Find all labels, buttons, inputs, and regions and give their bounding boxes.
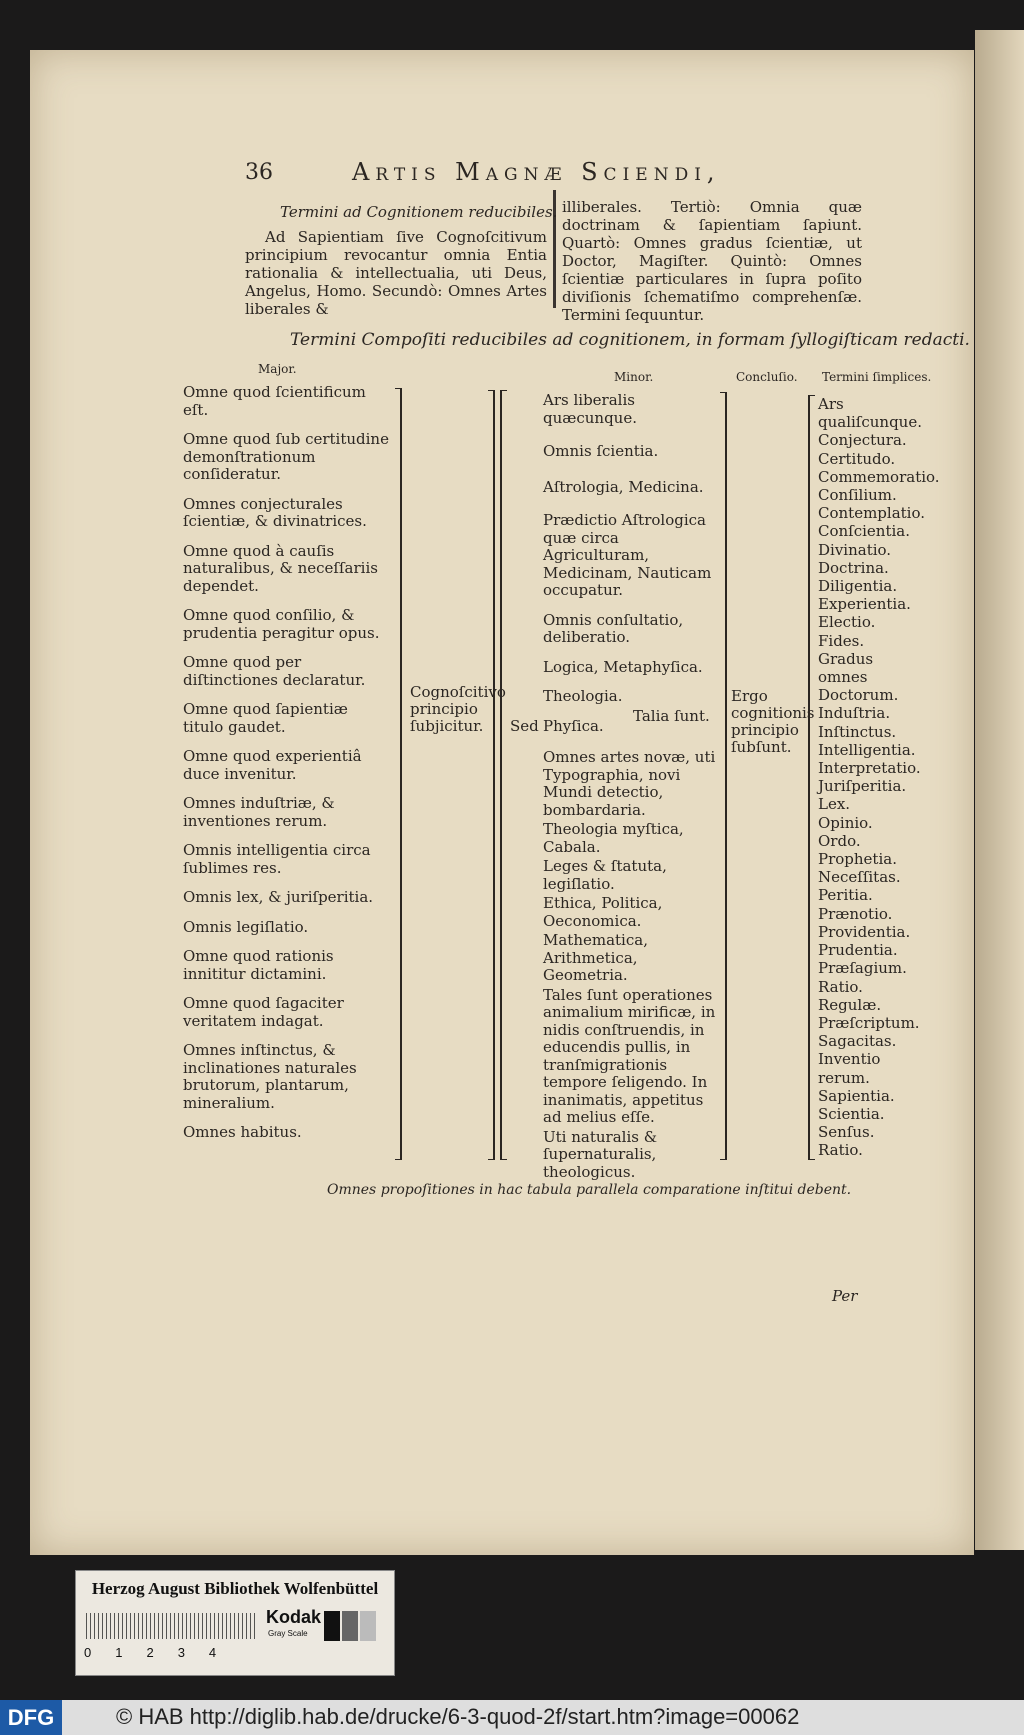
simplex-term: Inſtinctus. bbox=[818, 722, 897, 741]
table-footnote: Omnes propoſitiones in hac tabula parallela comparatione inſtitui debent. bbox=[327, 1182, 852, 1198]
major-column bbox=[183, 384, 391, 1142]
major-item: Omnis lex, & juriſperitia. bbox=[183, 888, 374, 906]
major-item: Omnis legiſlatio. bbox=[183, 917, 309, 936]
simplex-term: Juriſperitia. bbox=[818, 777, 907, 796]
simplex-term: Ars qualiſcunque. bbox=[818, 395, 922, 432]
simplex-term: Prophetia. bbox=[818, 850, 897, 869]
header-simplices: Termini ſimplices. bbox=[822, 370, 932, 384]
minor-item: Omnes artes novæ, uti Typographia, novi Mundi detectio, bombardaria. bbox=[543, 748, 716, 819]
simplex-term: Commemoratio. bbox=[818, 467, 940, 486]
minor-item: Ars liberalis quæcunque. bbox=[543, 391, 637, 427]
simplex-term: Scientia. bbox=[818, 1104, 885, 1123]
simplex-term: Conjectura. bbox=[818, 431, 907, 450]
running-title: Artis Magnæ Sciendi, bbox=[352, 158, 721, 186]
major-item: Omne quod rationis innititur dictamini. bbox=[183, 947, 334, 983]
minor-item: Uti naturalis & ſupernaturalis, theologicus. bbox=[543, 1127, 658, 1181]
simplex-term: Lex. bbox=[818, 795, 851, 814]
minor-item: Theologia. bbox=[543, 687, 623, 705]
simplex-term: Conſilium. bbox=[818, 486, 897, 505]
major-item: Omne quod ſagaciter veritatem indagat. bbox=[183, 994, 344, 1030]
scale-ruler bbox=[86, 1613, 256, 1639]
major-item: Omnes habitus. bbox=[183, 1123, 302, 1141]
simplex-term: Interpretatio. bbox=[818, 759, 921, 778]
minor-item: Leges & ſtatuta, legiſlatio. bbox=[543, 857, 667, 893]
minor-item: Aſtrologia, Medicina. bbox=[543, 477, 704, 496]
major-predicate: Cognoſcitivo principio ſubjicitur. bbox=[410, 683, 506, 735]
scale-numbers: 01234 bbox=[84, 1645, 241, 1660]
simplex-term: Diligentia. bbox=[818, 577, 898, 596]
simplex-term: Electio. bbox=[818, 613, 876, 632]
simplex-term: Ratio. bbox=[818, 977, 863, 996]
minor-item: Logica, Metaphyſica. bbox=[543, 657, 703, 676]
header-conclusio: Concluſio. bbox=[736, 370, 798, 384]
simplex-term: Prudentia. bbox=[818, 941, 898, 960]
dfg-logo: DFG bbox=[0, 1700, 62, 1735]
sed-label: Sed bbox=[510, 717, 539, 735]
minor-item: Theologia myſtica, Cabala. bbox=[543, 820, 684, 856]
simplex-term: Certitudo. bbox=[818, 449, 896, 468]
gray-patch-black bbox=[324, 1611, 340, 1641]
major-item: Omne quod experientiâ duce invenitur. bbox=[183, 747, 362, 783]
facing-page-edge bbox=[975, 30, 1024, 1550]
simplex-term: Ordo. bbox=[818, 831, 861, 850]
simplex-term: Prænotio. bbox=[818, 904, 893, 923]
simplex-term: Ratio. bbox=[818, 1141, 863, 1160]
minor-item: Mathematica, Arithmetica, Geometria. bbox=[543, 931, 648, 984]
intro-left-text: Ad Sapientiam ſive Cognoſcitivum principium revocantur omnia Entia rationalia & intellectualia, uti Deus, Angelus, Homo. Secundò: Omnes Artes liberales & bbox=[245, 228, 547, 318]
predicate-bracket bbox=[488, 390, 495, 1160]
simplex-term: Experientia. bbox=[818, 595, 911, 614]
talia-label: Talia ſunt. bbox=[633, 707, 710, 725]
simplex-term: Opinio. bbox=[818, 813, 873, 832]
major-item: Omnis intelligentia circa ſublimes res. bbox=[183, 841, 371, 877]
intro-heading: Termini ad Cognitionem reducibiles. bbox=[280, 203, 558, 221]
simplex-term: Sapientia. bbox=[818, 1086, 895, 1105]
major-item: Omne quod à cauſis naturalibus, & neceſſariis dependet. bbox=[183, 541, 378, 595]
simplex-term: Gradus omnes Doctorum. bbox=[818, 649, 899, 705]
intro-right-text: illiberales. Tertiò: Omnia quæ doctrinam & ſapientiam ſapiunt. Quartò: Omnes gradus ſcientiæ, ut Doctor, Magiſter. Quintò: Omnes ſcientiæ particulares in ſupra poſito diviſionis ſchematiſmo comprehenſæ. Termini ſequuntur. bbox=[562, 198, 862, 324]
major-item: Omne quod ſub certitudine demonſtrationum conſideratur. bbox=[183, 430, 389, 483]
simplex-term: Fides. bbox=[818, 631, 865, 650]
simplex-term: Senſus. bbox=[818, 1123, 875, 1142]
major-item: Omne quod conſilio, & prudentia peragitur opus. bbox=[183, 606, 380, 642]
kodak-brand: Kodak bbox=[266, 1607, 322, 1627]
minor-bracket-right bbox=[720, 392, 727, 1160]
simplex-term: Divinatio. bbox=[818, 540, 892, 559]
major-item: Omne quod per diſtinctiones declaratur. bbox=[183, 653, 366, 689]
simplex-term: Contemplatio. bbox=[818, 504, 925, 523]
catchword: Per bbox=[832, 1287, 858, 1305]
major-item: Omne quod ſcientificum eſt. bbox=[183, 383, 366, 419]
minor-item: Phyſica. bbox=[543, 716, 604, 735]
page-number: 36 bbox=[245, 160, 273, 185]
simplex-term: Induſtria. bbox=[818, 704, 891, 723]
simplex-term: Sagacitas. bbox=[818, 1032, 897, 1051]
copyright-link[interactable]: © HAB http://diglib.hab.de/drucke/6-3-quod-2f/start.htm?image=00062 bbox=[116, 1704, 800, 1729]
viewer-footer bbox=[0, 1700, 1024, 1735]
simplex-term: Providentia. bbox=[818, 922, 911, 941]
simplex-term: Intelligentia. bbox=[818, 740, 916, 759]
minor-item: Prædictio Aſtrologica quæ circa Agriculturam, Medicinam, Nauticam occupatur. bbox=[543, 511, 712, 599]
simplex-term: Præſagium. bbox=[818, 959, 907, 978]
major-item: Omnes conjecturales ſcientiæ, & divinatrices. bbox=[183, 494, 367, 530]
gray-patch-light bbox=[360, 1611, 376, 1641]
major-bracket bbox=[395, 388, 402, 1160]
major-item: Omne quod ſapientiæ titulo gaudet. bbox=[183, 700, 348, 736]
simplex-term: Præſcriptum. bbox=[818, 1013, 920, 1032]
header-minor: Minor. bbox=[614, 370, 654, 384]
conclusio-text: Ergo cognitionis principio ſubſunt. bbox=[731, 687, 815, 756]
major-item: Omnes induſtriæ, & inventiones rerum. bbox=[183, 794, 335, 830]
major-item: Omnes inſtinctus, & inclinationes naturales brutorum, plantarum, mineralium. bbox=[183, 1041, 357, 1112]
minor-item: Omnis ſcientia. bbox=[543, 442, 659, 460]
simplices-bracket bbox=[808, 395, 815, 1160]
minor-bracket-left bbox=[500, 390, 507, 1160]
scan-label-card bbox=[75, 1570, 395, 1676]
simplices-column bbox=[818, 395, 940, 1160]
kodak-subtitle: Gray Scale bbox=[268, 1629, 308, 1638]
minor-item: Omnis conſultatio, deliberatio. bbox=[543, 610, 684, 646]
gray-patch-mid bbox=[342, 1611, 358, 1641]
table-title: Termini Compoſiti reducibiles ad cognitionem, in formam ſyllogiſticam redacti. bbox=[290, 330, 970, 350]
simplex-term: Neceſſitas. bbox=[818, 868, 901, 887]
minor-item: Tales ſunt operationes animalium mirificæ, in nidis conſtruendis, in educendis pullis, in tranſmigrationis tempore ſeligendo. In inanimatis, appetitus ad melius eſſe. bbox=[543, 985, 716, 1126]
minor-column bbox=[543, 392, 717, 1181]
simplex-term: Conſcientia. bbox=[818, 522, 910, 541]
simplex-term: Regulæ. bbox=[818, 995, 882, 1014]
simplex-term: Inventio rerum. bbox=[818, 1050, 881, 1087]
minor-item: Ethica, Politica, Oeconomica. bbox=[543, 894, 663, 930]
simplex-term: Peritia. bbox=[818, 886, 873, 905]
header-major: Major. bbox=[258, 362, 297, 376]
library-name: Herzog August Bibliothek Wolfenbüttel bbox=[91, 1579, 379, 1598]
simplex-term: Doctrina. bbox=[818, 558, 889, 577]
